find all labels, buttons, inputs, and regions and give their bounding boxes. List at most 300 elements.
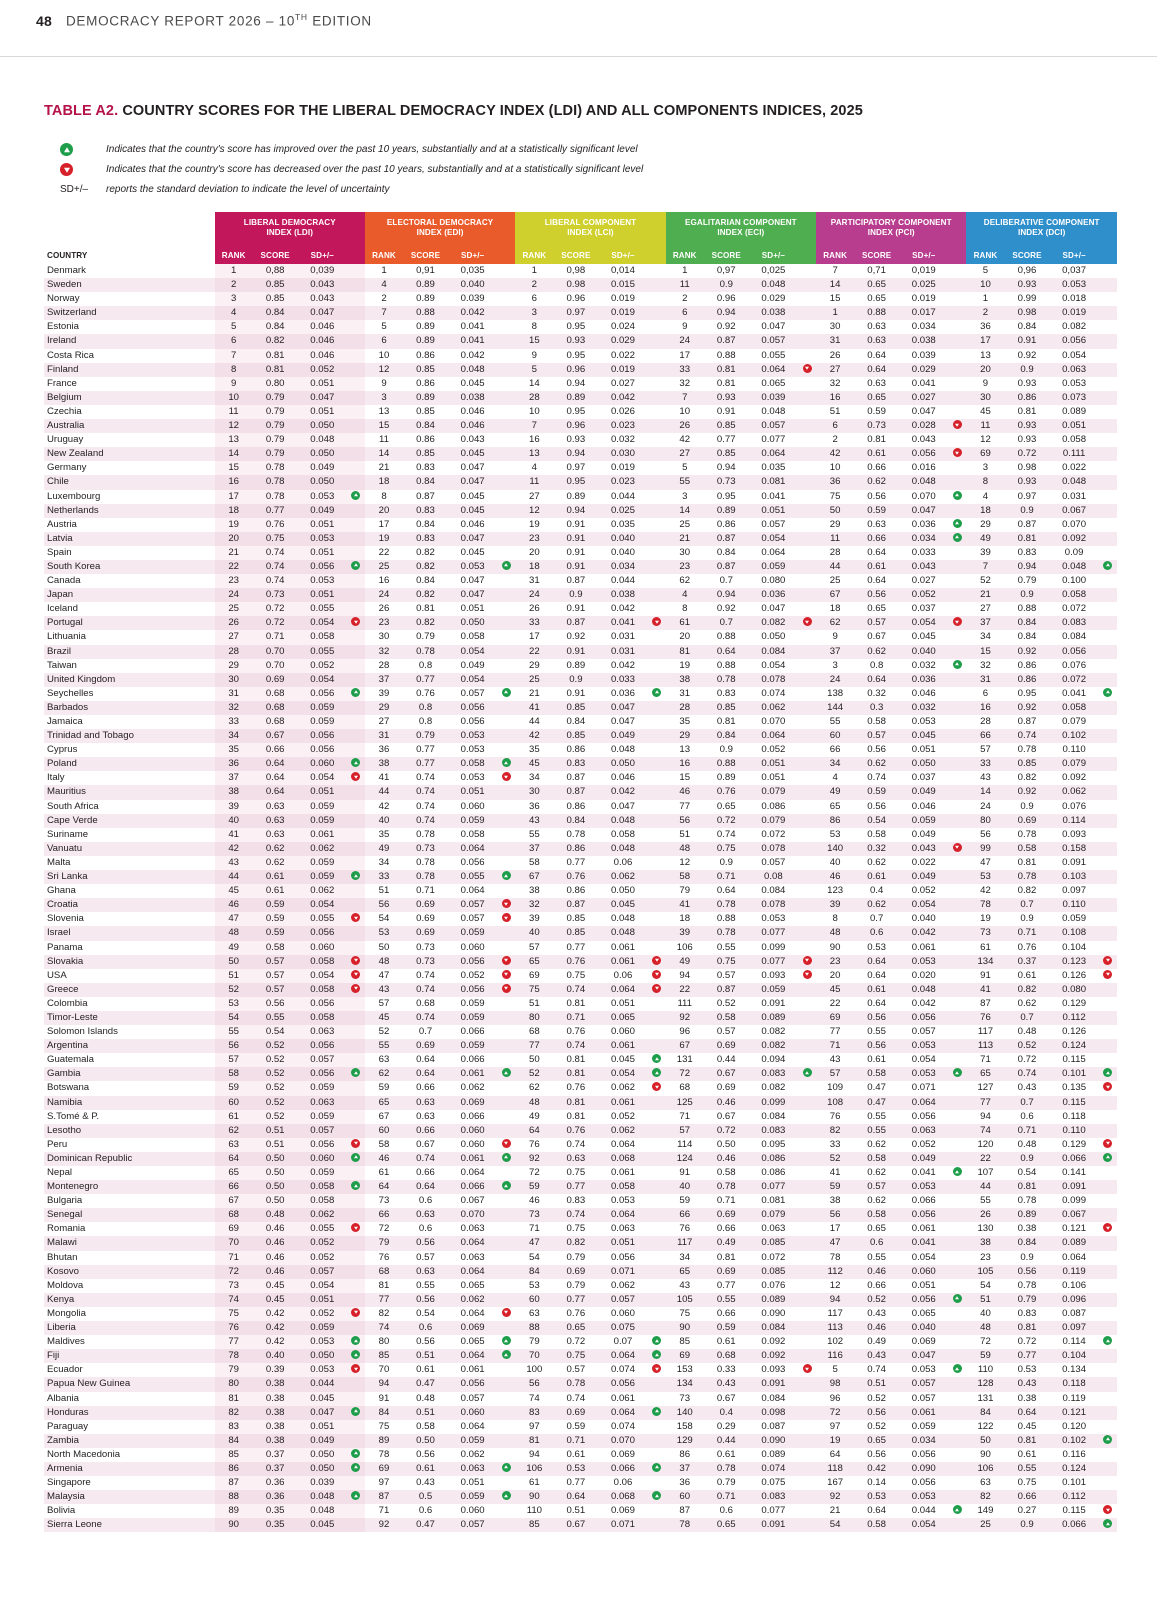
down-arrow-icon [1103, 956, 1112, 965]
up-arrow-icon [60, 143, 106, 156]
table-row [44, 645, 1117, 659]
pci-trend [948, 1110, 966, 1124]
edi-score: 0.88 [403, 306, 448, 320]
dci-score: 0.78 [1017, 1195, 1037, 1207]
column-header-rank: RANK [365, 244, 403, 264]
lci-rank: 42 [515, 729, 553, 743]
pci-score: 0.59 [854, 785, 899, 799]
dci-rank: 26 [966, 1208, 1004, 1222]
dci-sd: 0.083 [1049, 616, 1098, 630]
up-arrow-icon [502, 871, 511, 880]
ldi-score: 0.78 [253, 490, 298, 504]
lci-score: 0.95 [566, 349, 586, 361]
dci-trend [1099, 320, 1117, 334]
edi-score: 0.73 [416, 941, 435, 953]
edi-rank: 43 [365, 983, 403, 997]
edi-score: 0.74 [416, 969, 435, 981]
eci-sd: 0.099 [749, 1096, 798, 1110]
lci-score: 0.82 [553, 1236, 598, 1250]
eci-trend [798, 912, 816, 926]
pci-sd: 0.048 [899, 475, 948, 489]
edi-sd: 0.040 [448, 278, 497, 292]
pci-trend [948, 1377, 966, 1391]
pci-rank: 167 [827, 1477, 844, 1489]
report-title: DEMOCRACY REPORT 2026 – 10TH EDITION [65, 12, 372, 29]
edi-rank: 38 [365, 757, 403, 771]
ldi-sd: 0.049 [298, 461, 347, 475]
pci-trend [948, 292, 966, 306]
legend-text: Indicates that the country's score has decreased over the past 10 years, substantially and at a statistically significant level [106, 164, 644, 175]
ldi-trend [347, 1025, 365, 1039]
pci-score: 0.62 [867, 1138, 886, 1150]
down-arrow-icon [502, 899, 511, 908]
edi-trend [497, 1222, 515, 1236]
lci-score: 0.97 [566, 462, 586, 474]
ldi-score: 0.63 [253, 800, 298, 814]
pci-sd: 0.041 [911, 377, 936, 389]
pci-sd: 0.042 [899, 926, 948, 940]
eci-rank: 76 [679, 1223, 691, 1235]
dci-sd: 0.048 [1049, 475, 1098, 489]
ldi-sd: 0.056 [298, 560, 347, 574]
pci-trend [948, 1208, 966, 1222]
lci-rank: 92 [515, 1152, 553, 1166]
eci-rank: 13 [679, 744, 691, 756]
edi-rank: 3 [365, 391, 403, 405]
ldi-sd: 0.054 [298, 771, 347, 785]
dci-rank: 107 [977, 1167, 994, 1178]
pci-sd: 0.056 [899, 1293, 948, 1307]
pci-sd: 0.028 [899, 419, 948, 433]
lci-sd: 0.019 [610, 462, 635, 474]
eci-trend [798, 433, 816, 447]
dci-score: 0.93 [1017, 377, 1037, 389]
country-name: Malaysia [44, 1490, 215, 1504]
table-row [44, 1081, 1117, 1095]
ldi-rank: 65 [215, 1166, 253, 1180]
table-title [44, 103, 1117, 119]
dci-score: 0.93 [1005, 475, 1050, 489]
pci-sd: 0.054 [899, 616, 948, 630]
dci-score: 0.69 [1005, 814, 1050, 828]
edi-sd: 0.054 [448, 645, 497, 659]
pci-sd: 0.061 [911, 1223, 936, 1235]
eci-rank: 27 [666, 447, 704, 461]
ldi-sd: 0.051 [298, 588, 347, 602]
pci-trend [948, 504, 966, 518]
eci-sd: 0.089 [749, 1293, 798, 1307]
country-name: Sri Lanka [44, 870, 215, 884]
eci-trend [798, 1152, 816, 1166]
ldi-trend [347, 1251, 365, 1265]
ldi-score: 0.63 [253, 814, 298, 828]
lci-trend [648, 1194, 666, 1208]
lci-sd: 0.019 [610, 293, 635, 305]
dci-score: 0.71 [1005, 1124, 1050, 1138]
lci-rank: 68 [529, 1026, 540, 1038]
edi-sd: 0.060 [460, 800, 485, 812]
dci-rank: 57 [980, 744, 991, 756]
lci-trend [648, 955, 666, 969]
dci-rank: 48 [966, 1321, 1004, 1335]
pci-score: 0.58 [854, 1067, 899, 1081]
dci-sd: 0.082 [1062, 321, 1087, 333]
dci-sd: 0.070 [1062, 518, 1087, 530]
ldi-score: 0.35 [253, 1504, 298, 1518]
dci-score: 0.9 [1005, 588, 1050, 602]
pci-rank: 82 [816, 1124, 854, 1138]
lci-trend [648, 1476, 666, 1490]
lci-sd: 0.047 [610, 800, 635, 812]
down-arrow-icon [502, 913, 511, 922]
ldi-trend [347, 1406, 365, 1420]
dci-trend [1099, 334, 1117, 348]
ldi-score: 0.67 [253, 729, 298, 743]
edi-trend [497, 1406, 515, 1420]
ldi-trend [347, 630, 365, 644]
column-header-trend [948, 244, 966, 264]
dci-trend [1099, 1222, 1117, 1236]
pci-sd: 0.045 [899, 729, 948, 743]
eci-trend [798, 363, 816, 377]
lci-score: 0.71 [553, 1011, 598, 1025]
ldi-rank: 66 [215, 1180, 253, 1194]
pci-trend [948, 391, 966, 405]
ldi-rank: 38 [215, 785, 253, 799]
table-row [44, 1279, 1117, 1293]
eci-rank: 129 [666, 1434, 704, 1448]
dci-score: 0.92 [1005, 701, 1050, 715]
ldi-score: 0.38 [253, 1434, 298, 1448]
ldi-rank: 5 [215, 320, 253, 334]
pci-rank: 37 [816, 645, 854, 659]
pci-sd: 0.019 [911, 293, 936, 305]
dci-trend [1099, 588, 1117, 602]
lci-trend [648, 1504, 666, 1518]
eci-trend [798, 391, 816, 405]
ldi-trend [347, 602, 365, 616]
table-row [44, 532, 1117, 546]
eci-sd: 0.078 [749, 842, 798, 856]
ldi-rank: 24 [215, 588, 253, 602]
pci-rank: 33 [829, 1138, 841, 1150]
pci-sd: 0.052 [911, 1138, 936, 1150]
lci-sd: 0.042 [610, 603, 635, 615]
edi-trend [497, 1307, 515, 1321]
column-header-score: SCORE [553, 244, 598, 264]
edi-trend [497, 1194, 515, 1208]
edi-trend [497, 560, 515, 574]
dci-trend [1099, 1166, 1117, 1180]
pci-sd: 0.056 [899, 447, 948, 461]
eci-trend [798, 588, 816, 602]
lci-trend [648, 1110, 666, 1124]
lci-trend [648, 461, 666, 475]
lci-sd: 0.023 [598, 419, 647, 433]
lci-sd: 0.044 [610, 490, 635, 502]
ldi-sd: 0.062 [298, 842, 347, 856]
ldi-sd: 0.039 [298, 1476, 347, 1490]
lci-score: 0.87 [553, 785, 598, 799]
country-name: Bolivia [47, 1505, 76, 1517]
pci-trend [948, 278, 966, 292]
dci-score: 0.78 [1005, 870, 1050, 884]
pci-sd: 0.051 [911, 744, 936, 756]
pci-rank: 5 [832, 1364, 838, 1376]
ldi-rank: 17 [215, 490, 253, 504]
dci-rank: 40 [980, 1307, 991, 1319]
dci-sd: 0.072 [1062, 603, 1087, 615]
lci-trend [648, 1039, 666, 1053]
eci-sd: 0.047 [761, 321, 786, 333]
lci-sd: 0.066 [598, 1462, 647, 1476]
table-row [44, 475, 1117, 489]
pci-rank: 53 [829, 828, 841, 840]
pci-rank: 50 [816, 504, 854, 518]
table-row [44, 1096, 1117, 1110]
dci-sd: 0.108 [1049, 926, 1098, 940]
dci-score: 0.66 [1005, 1490, 1050, 1504]
eci-score: 0.71 [716, 1195, 736, 1207]
dci-rank: 56 [980, 828, 991, 840]
dci-trend [1099, 912, 1117, 926]
edi-trend [497, 630, 515, 644]
eci-score: 0.78 [704, 898, 749, 912]
eci-trend [798, 1025, 816, 1039]
dci-score: 0.97 [1017, 490, 1037, 502]
dci-sd: 0.123 [1049, 955, 1098, 969]
dci-score: 0.92 [1005, 645, 1050, 659]
edi-rank: 27 [378, 716, 390, 727]
dci-rank: 27 [980, 603, 991, 615]
edi-score: 0.66 [416, 1167, 435, 1178]
lci-trend [648, 363, 666, 377]
lci-rank: 29 [529, 659, 540, 671]
edi-trend [497, 320, 515, 334]
eci-trend [798, 687, 816, 701]
eci-rank: 31 [679, 687, 691, 699]
lci-sd: 0.062 [598, 870, 647, 884]
lci-sd: 0.064 [598, 1406, 647, 1420]
edi-score: 0.89 [416, 321, 435, 333]
eci-trend [798, 1222, 816, 1236]
edi-score: 0.74 [403, 1011, 448, 1025]
edi-sd: 0.056 [460, 716, 485, 727]
edi-trend [497, 842, 515, 856]
edi-rank: 36 [378, 744, 390, 756]
eci-score: 0.81 [704, 363, 749, 377]
dci-trend [1099, 504, 1117, 518]
eci-score: 0.87 [704, 983, 749, 997]
table-row [44, 1321, 1117, 1335]
country-name: Kenya [44, 1293, 215, 1307]
table-body [44, 264, 1117, 1532]
edi-score: 0.8 [418, 716, 433, 727]
edi-sd: 0.057 [460, 913, 485, 925]
edi-score: 0,91 [416, 265, 435, 276]
ldi-sd: 0.051 [298, 1293, 347, 1307]
eci-trend [798, 856, 816, 870]
dci-rank: 4 [982, 490, 989, 502]
eci-sd: 0.095 [761, 1138, 786, 1150]
pci-rank: 138 [827, 687, 844, 699]
lci-trend [648, 334, 666, 348]
eci-rank: 43 [679, 1279, 691, 1291]
lci-rank: 85 [515, 1518, 553, 1532]
eci-score: 0.88 [716, 913, 736, 925]
pci-rank: 16 [816, 391, 854, 405]
ldi-rank: 89 [215, 1504, 253, 1518]
ldi-rank: 29 [215, 659, 253, 673]
lci-score: 0.91 [553, 532, 598, 546]
lci-sd: 0.035 [610, 518, 635, 530]
edi-score: 0.78 [416, 828, 435, 840]
country-name: Barbados [44, 701, 215, 715]
eci-trend [798, 1236, 816, 1250]
ldi-trend [347, 1039, 365, 1053]
up-arrow-icon [1103, 688, 1112, 697]
lci-score: 0.77 [566, 1477, 586, 1489]
dci-rank: 14 [966, 785, 1004, 799]
lci-score: 0.95 [553, 475, 598, 489]
dci-sd: 0.058 [1049, 701, 1098, 715]
dci-trend [1099, 1349, 1117, 1363]
ldi-rank: 1 [215, 264, 253, 278]
eci-score: 0.64 [716, 885, 736, 897]
dci-sd: 0.135 [1062, 1082, 1087, 1094]
ldi-rank: 90 [215, 1518, 253, 1532]
ldi-sd: 0.057 [298, 1124, 347, 1138]
table-row [44, 504, 1117, 518]
lci-sd: 0.054 [598, 1067, 647, 1081]
lci-score: 0.83 [553, 757, 598, 771]
ldi-score: 0.45 [253, 1293, 298, 1307]
lci-sd: 0.061 [598, 955, 647, 969]
edi-sd: 0.059 [448, 1434, 497, 1448]
eci-trend [798, 1392, 816, 1406]
eci-score: 0.61 [716, 1448, 736, 1460]
eci-rank: 42 [679, 434, 691, 446]
eci-rank: 124 [666, 1152, 704, 1166]
eci-rank: 87 [679, 1505, 691, 1517]
pci-sd: 0.038 [899, 334, 948, 348]
ldi-score: 0.52 [253, 1081, 298, 1095]
page-content [0, 103, 1157, 1532]
edi-rank: 28 [378, 659, 390, 671]
lci-trend [648, 1096, 666, 1110]
ldi-sd: 0.044 [298, 1377, 347, 1391]
dci-trend [1099, 673, 1117, 687]
ldi-score: 0.79 [253, 391, 298, 405]
ldi-trend [347, 1279, 365, 1293]
lci-trend [648, 320, 666, 334]
pci-score: 0.8 [869, 659, 884, 671]
edi-trend [497, 969, 515, 983]
edi-rank: 30 [378, 631, 390, 643]
pci-score: 0.56 [867, 1448, 886, 1460]
eci-trend [798, 743, 816, 757]
lci-score: 0.65 [553, 1321, 598, 1335]
eci-trend [798, 800, 816, 814]
edi-trend [497, 757, 515, 771]
lci-sd: 0.064 [598, 983, 647, 997]
eci-rank: 68 [679, 1082, 691, 1094]
eci-score: 0.66 [716, 1223, 736, 1235]
eci-sd: 0.057 [749, 419, 798, 433]
ldi-score: 0.51 [253, 1124, 298, 1138]
lci-trend [648, 941, 666, 955]
edi-score: 0.6 [418, 1195, 433, 1207]
eci-sd: 0.082 [761, 1082, 786, 1094]
eci-rank: 86 [679, 1448, 691, 1460]
dci-score: 0.7 [1005, 1096, 1050, 1110]
pci-trend [948, 1321, 966, 1335]
ldi-trend [347, 659, 365, 673]
ldi-score: 0.50 [253, 1166, 298, 1180]
edi-score: 0.69 [403, 1039, 448, 1053]
eci-sd: 0.064 [749, 363, 798, 377]
table-row [44, 828, 1117, 842]
ldi-sd: 0.049 [298, 1434, 347, 1448]
ldi-score: 0.73 [253, 588, 298, 602]
ldi-sd: 0.058 [298, 1011, 347, 1025]
ldi-trend [347, 743, 365, 757]
ldi-rank: 78 [215, 1349, 253, 1363]
eci-rank: 28 [666, 701, 704, 715]
table-row [44, 997, 1117, 1011]
down-arrow-icon [1103, 1082, 1112, 1091]
pci-rank: 23 [816, 955, 854, 969]
pci-score: 0.3 [854, 701, 899, 715]
pci-rank: 45 [816, 983, 854, 997]
ldi-score: 0.80 [253, 377, 298, 391]
dci-trend [1099, 926, 1117, 940]
edi-rank: 73 [378, 1195, 390, 1207]
edi-sd: 0.047 [448, 588, 497, 602]
ldi-sd: 0.057 [298, 1053, 347, 1067]
dci-sd: 0.080 [1049, 983, 1098, 997]
dci-score: 0.7 [1005, 1011, 1050, 1025]
lci-score: 0.87 [553, 616, 598, 630]
lci-rank: 47 [515, 1236, 553, 1250]
ldi-score: 0.76 [253, 518, 298, 532]
lci-sd: 0.019 [598, 363, 647, 377]
lci-rank: 72 [529, 1167, 540, 1178]
table-row [44, 1152, 1117, 1166]
dci-trend [1099, 461, 1117, 475]
pci-score: 0.51 [854, 1377, 899, 1391]
edi-score: 0.83 [416, 462, 435, 474]
lci-score: 0.91 [553, 560, 598, 574]
eci-trend [798, 997, 816, 1011]
lci-sd: 0.045 [598, 898, 647, 912]
edi-rank: 6 [365, 334, 403, 348]
pci-score: 0.64 [854, 955, 899, 969]
ldi-trend [347, 828, 365, 842]
ldi-trend [347, 588, 365, 602]
pci-rank: 57 [816, 1067, 854, 1081]
down-arrow-icon [351, 1139, 360, 1148]
eci-score: 0.87 [704, 560, 749, 574]
ldi-sd: 0.048 [298, 1504, 347, 1518]
lci-rank: 49 [529, 1110, 540, 1122]
ldi-sd: 0.048 [298, 1490, 347, 1504]
pci-sd: 0.046 [911, 800, 936, 812]
country-name: Singapore [47, 1477, 91, 1489]
lci-score: 0.9 [553, 673, 598, 687]
ldi-score: 0.64 [253, 771, 298, 785]
ldi-sd: 0.063 [298, 1096, 347, 1110]
